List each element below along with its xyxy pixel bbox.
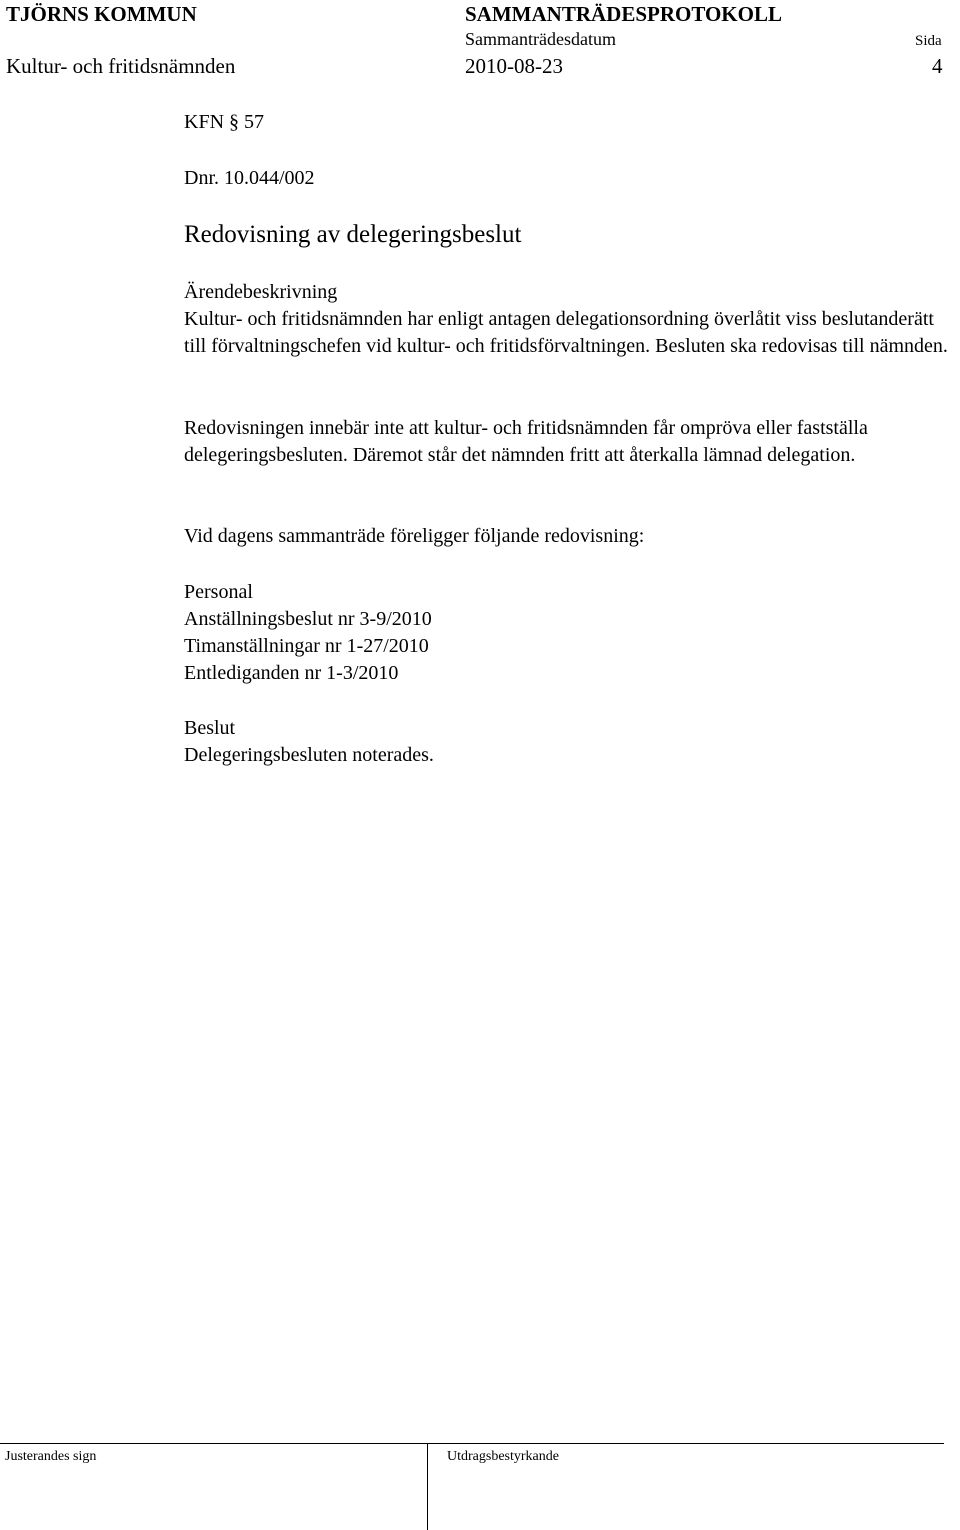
personal-item: Anställningsbeslut nr 3-9/2010 <box>184 608 432 630</box>
utdragsbestyrkande-label: Utdragsbestyrkande <box>447 1449 559 1464</box>
page-label: Sida <box>915 33 942 49</box>
description-heading: Ärendebeskrivning <box>184 281 338 303</box>
description-paragraph-3: Vid dagens sammanträde föreligger följande redovisning: <box>184 525 645 547</box>
page-number: 4 <box>932 54 943 78</box>
decision-heading: Beslut <box>184 717 236 739</box>
municipality-name: TJÖRNS KOMMUN <box>6 2 197 26</box>
committee-name: Kultur- och fritidsnämnden <box>6 54 236 78</box>
date-label: Sammanträdesdatum <box>465 29 616 49</box>
justerandes-sign-label: Justerandes sign <box>5 1449 97 1464</box>
description-paragraph-2: Redovisningen innebär inte att kultur- och fritidsnämnden får ompröva eller fastställa delegeringsbesluten. Däremot står det nämnden fritt att återkalla lämnad delegation. <box>184 417 868 466</box>
personal-item: Timanställningar nr 1-27/2010 <box>184 635 429 657</box>
personal-item: Entlediganden nr 1-3/2010 <box>184 662 399 684</box>
paragraph-ref: KFN § 57 <box>184 111 265 133</box>
document-type: SAMMANTRÄDESPROTOKOLL <box>465 2 782 26</box>
description-paragraph-1: Kultur- och fritidsnämnden har enligt antagen delegationsordning överlåtit viss beslutanderätt till förvaltningschefen vid kultur- och fritidsförvaltningen. Besluten ska redovisas till nämnden. <box>184 308 948 357</box>
dnr: Dnr. 10.044/002 <box>184 167 315 189</box>
meeting-date: 2010-08-23 <box>465 54 563 78</box>
personal-heading: Personal <box>184 581 253 603</box>
decision-text: Delegeringsbesluten noterades. <box>184 744 434 766</box>
section-title: Redovisning av delegeringsbeslut <box>184 221 522 248</box>
footer-divider <box>0 1443 944 1444</box>
footer-vertical-divider <box>427 1443 428 1530</box>
